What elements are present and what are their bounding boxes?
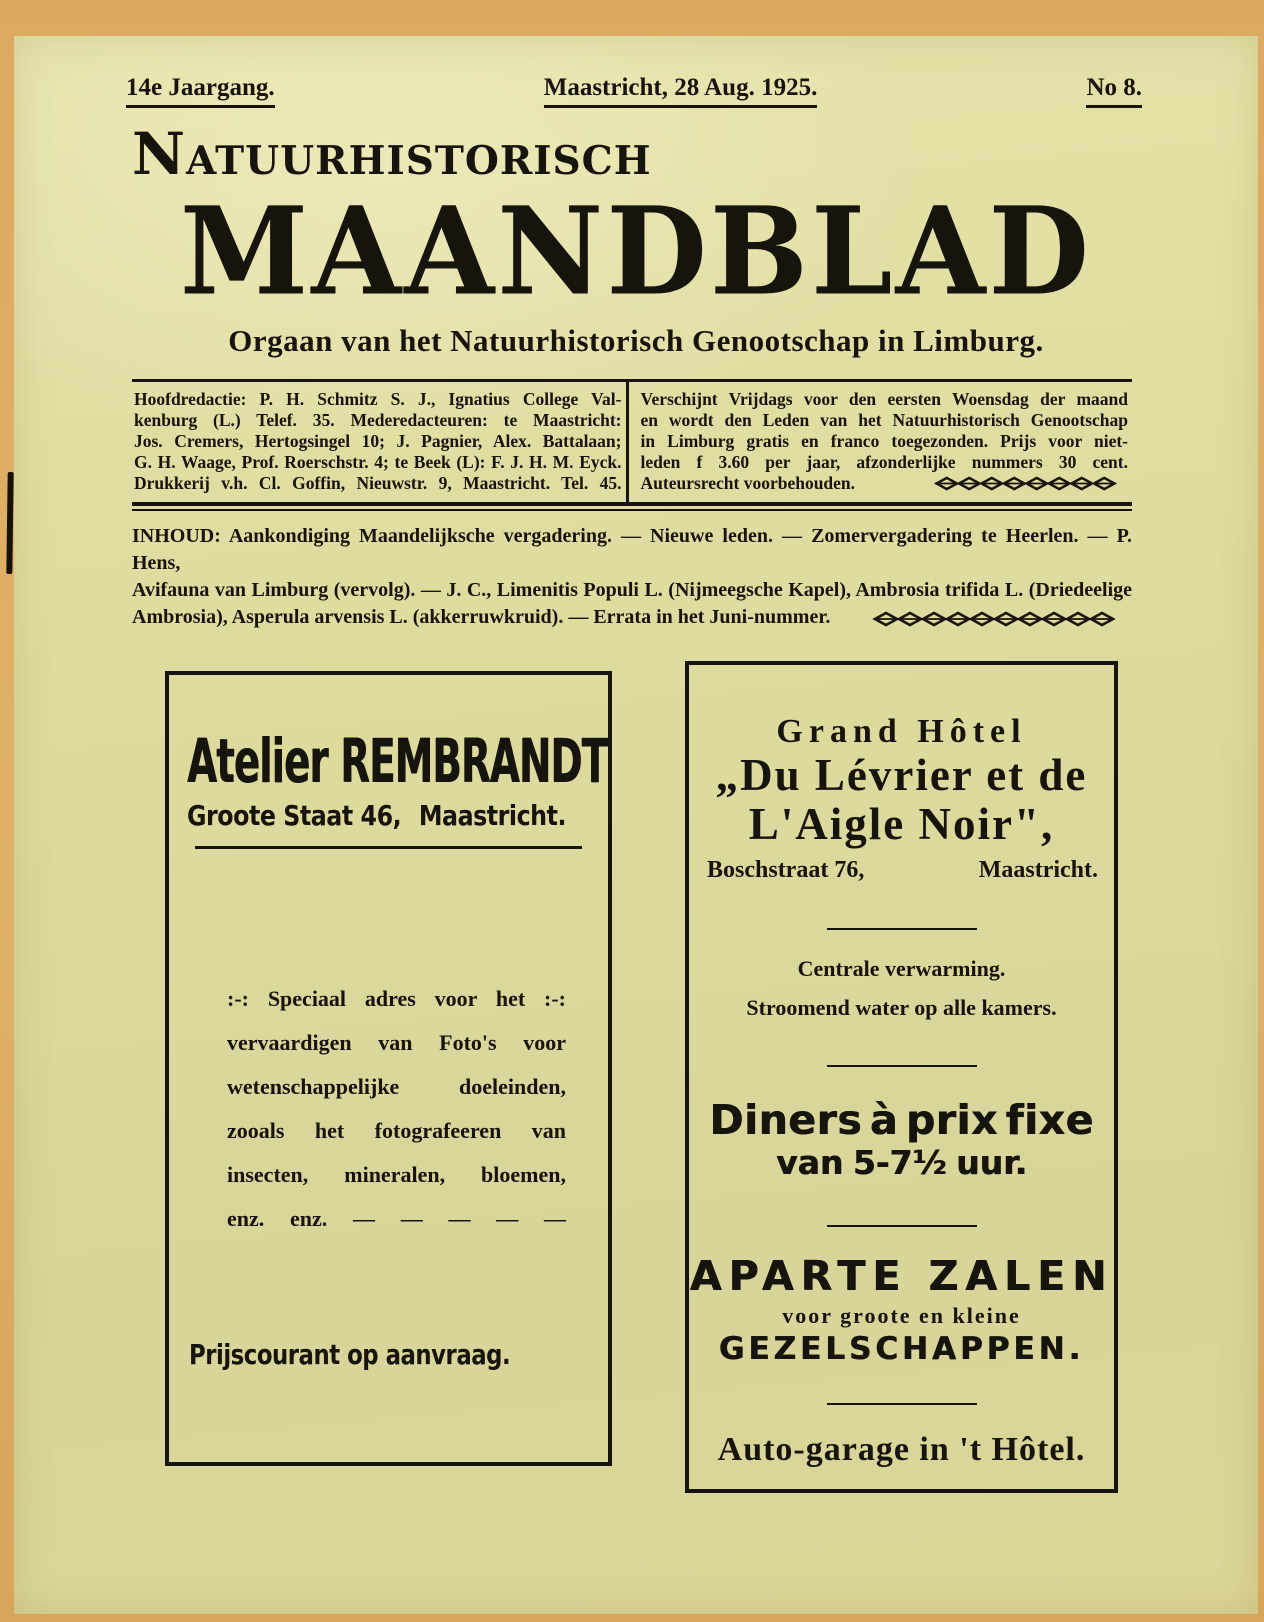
atelier-body-line: vervaardigen van Foto's voor xyxy=(227,1030,566,1055)
editorial-line: leden f 3.60 per jaar, afzonderlijke nummers 30 cent. xyxy=(640,452,1128,472)
copyright-text: Auteursrecht voorbehouden. xyxy=(640,473,856,493)
editorial-line: en wordt den Leden van het Natuurhistorisch Genootschap xyxy=(640,410,1128,430)
editorial-line: Jos. Cremers, Hertogsingel 10; J. Pagnier, Alex. Battalaan; xyxy=(134,431,622,451)
magazine-page xyxy=(14,36,1258,1614)
diamond-chain-ornament-icon xyxy=(923,476,1128,491)
inhoud-last-line xyxy=(132,604,1132,631)
volume-label: 14e Jaargang. xyxy=(126,74,275,108)
atelier-body-line: insecten, mineralen, bloemen, xyxy=(227,1162,566,1187)
inhoud-line: Avifauna van Limburg (vervolg). — J. C., Limenitis Populi L. (Nijmeegsche Kapel), Ambrosia trifida L. (Driedeelige xyxy=(132,579,1132,601)
ink-registration-mark xyxy=(6,472,13,574)
editorial-last-line xyxy=(641,473,1129,494)
table-of-contents xyxy=(132,523,1132,631)
editorial-line: Verschijnt Vrijdags voor den eersten Woensdag der maand xyxy=(640,389,1128,409)
subscription-info-column xyxy=(626,382,1133,502)
editorial-staff-column xyxy=(132,382,626,502)
atelier-name: Atelier REMBRANDT xyxy=(187,725,607,797)
hotel-feature: Stroomend water op alle kamers. xyxy=(746,995,1057,1020)
atelier-body-line: :-: Speciaal adres voor het :-: xyxy=(227,986,566,1011)
atelier-body-line: enz. enz. — — — — — xyxy=(227,1206,566,1231)
diners-hours: van 5-7½ uur. xyxy=(775,1143,1028,1182)
zalen-headline: APARTE ZALEN xyxy=(689,1252,1114,1300)
atelier-footer: Prijscourant op aanvraag. xyxy=(189,1338,511,1372)
diamond-chain-ornament-icon xyxy=(868,611,1120,627)
rule-divider xyxy=(195,846,581,849)
rule-divider xyxy=(827,1065,977,1067)
issue-header-row xyxy=(126,74,1142,108)
masthead-subtitle: Orgaan van het Natuurhistorisch Genootschap in Limburg. xyxy=(228,323,1044,358)
editorial-block xyxy=(132,379,1132,502)
issue-number: No 8. xyxy=(1086,74,1142,108)
date-line: Maastricht, 28 Aug. 1925. xyxy=(544,74,818,108)
hotel-kicker: Grand Hôtel xyxy=(776,713,1027,750)
rule-divider xyxy=(827,1225,977,1227)
editorial-line: Drukkerij v.h. Cl. Goffin, Nieuwstr. 9, Maastricht. Tel. 45. xyxy=(134,473,622,493)
double-rule-divider xyxy=(132,502,1132,511)
hotel-feature: Centrale verwarming. xyxy=(797,956,1006,981)
diners-headline: Diners à prix fixe xyxy=(709,1096,1094,1144)
garage-line: Auto-garage in 't Hôtel. xyxy=(717,1431,1086,1468)
inhoud-text: Ambrosia), Asperula arvensis L. (akkerruwkruid). — Errata in het Juni-nummer. xyxy=(132,606,831,628)
rule-divider xyxy=(827,1403,977,1405)
ad-atelier-rembrandt xyxy=(165,671,612,1466)
atelier-body-line: wetenschappelijke doeleinden, xyxy=(227,1074,566,1099)
atelier-city: Maastricht. xyxy=(418,799,567,832)
atelier-street: Groote Staat 46, xyxy=(187,799,402,832)
zalen-headline2: GEZELSCHAPPEN. xyxy=(718,1331,1085,1367)
hotel-street: Boschstraat 76, xyxy=(707,857,865,883)
ad-grand-hotel xyxy=(685,661,1118,1493)
editorial-line: in Limburg gratis en franco toegezonden. Prijs voor niet- xyxy=(640,431,1128,451)
hotel-address-row xyxy=(707,857,1098,884)
atelier-address-row xyxy=(187,799,566,831)
rule-divider xyxy=(827,928,977,930)
atelier-body-text xyxy=(227,977,566,1241)
hotel-name-line: L'Aigle Noir", xyxy=(748,799,1055,849)
hotel-city: Maastricht. xyxy=(978,857,1098,883)
inhoud-line: INHOUD: Aankondiging Maandelijksche vergadering. — Nieuwe leden. — Zomervergadering te Heerlen. — P. Hens, xyxy=(132,525,1132,574)
advertisement-section xyxy=(14,659,1258,1519)
editorial-line: Hoofdredactie: P. H. Schmitz S. J., Ignatius College Val- xyxy=(134,389,622,409)
editorial-line: kenburg (L.) Telef. 35. Mederedacteuren: te Maastricht: xyxy=(134,410,622,430)
atelier-body-line: zooals het fotografeeren van xyxy=(227,1118,566,1143)
editorial-line: G. H. Waage, Prof. Roerschstr. 4; te Beek (L): F. J. H. M. Eyck. xyxy=(134,452,622,472)
zalen-subline: voor groote en kleine xyxy=(782,1303,1021,1328)
masthead-kicker: NATUURHISTORISCH xyxy=(132,120,652,188)
hotel-name-line: „Du Lévrier et de xyxy=(715,750,1088,800)
masthead-title: MAANDBLAD xyxy=(179,181,1093,323)
